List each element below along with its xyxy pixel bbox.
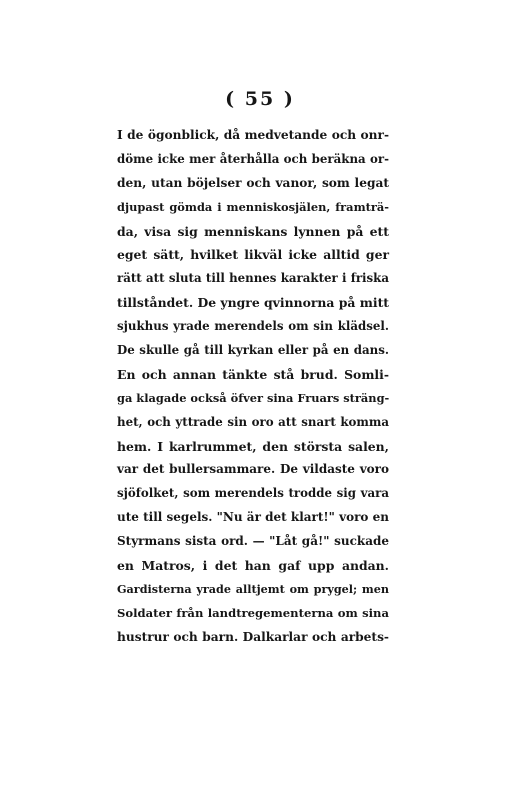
page-number: ( 55 ) <box>225 88 295 110</box>
body-text <box>117 124 389 650</box>
text-line: da, visa sig menniskans lynnen på ett <box>117 223 389 239</box>
text-line: Soldater från landtregementerna om sina <box>117 605 389 620</box>
text-line: ga klagade också öfver sina Fruars sträng- <box>117 390 390 405</box>
text-line: rätt att sluta till hennes karakter i friska <box>117 271 389 286</box>
text-line: Styrmans sista ord. — "Låt gå!" suckade <box>117 534 389 549</box>
text-line: var det bullersammare. De vildaste voro <box>117 462 389 477</box>
text-line: eget sätt, hvilket likväl icke alltid ger <box>117 247 389 263</box>
text-line: en Matros, i det han gaf upp andan. <box>117 558 389 574</box>
text-line: I de ögonblick, då medvetande och onr- <box>117 128 389 142</box>
text-line: sjöfolket, som merendels trodde sig vara <box>117 486 389 501</box>
text-line: De skulle gå till kyrkan eller på en dans. <box>117 343 389 358</box>
text-line: tillståndet. De yngre qvinnorna på mitt <box>117 295 390 311</box>
text-line: En och annan tänkte stå brud. Somli- <box>117 366 389 382</box>
text-line: den, utan böjelser och vanor, som legat <box>117 175 389 190</box>
text-line: hustrur och barn. Dalkarlar och arbets- <box>117 629 389 644</box>
text-line: döme icke mer återhålla och beräkna or- <box>117 151 389 166</box>
text-line: Gardisterna yrade alltjemt om prygel; men <box>117 581 389 596</box>
text-line: sjukhus yrade merendels om sin klädsel. <box>117 319 389 334</box>
text-line: djupast gömda i menniskosjälen, framträ- <box>117 199 389 214</box>
text-line: hem. I karlrummet, den största salen, <box>117 438 389 454</box>
text-line: het, och yttrade sin oro att snart komma <box>117 414 389 429</box>
text-line: ute till segels. "Nu är det klart!" voro en <box>117 510 389 525</box>
